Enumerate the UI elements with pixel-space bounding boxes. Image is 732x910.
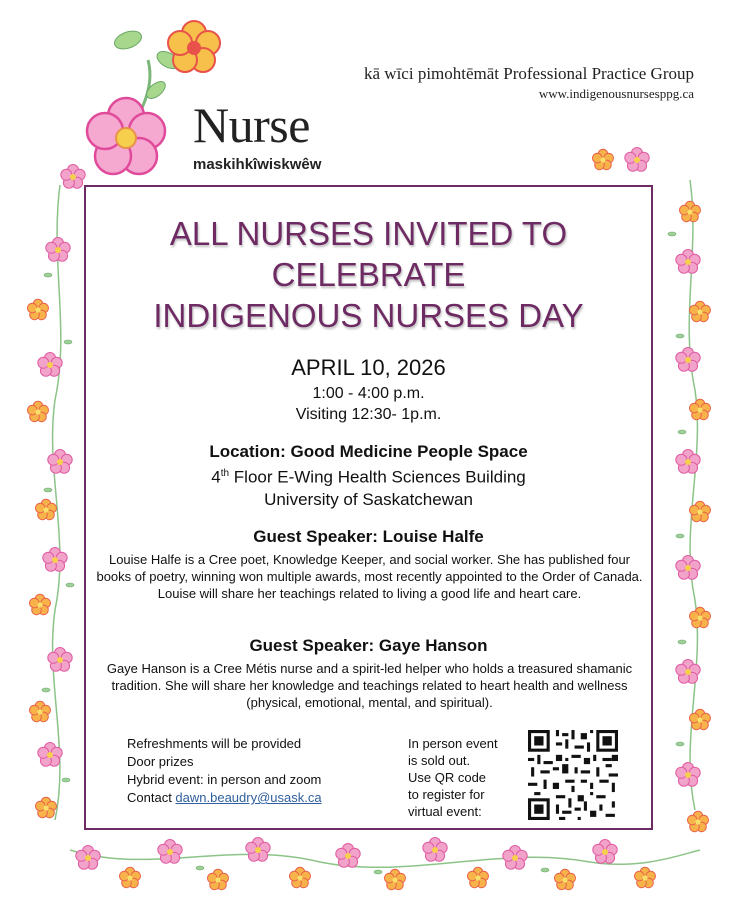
contact-email-link[interactable]: dawn.beaudry@usask.ca [175,790,322,805]
headline-line-1: ALL NURSES INVITED TO [169,215,568,252]
contact-line: Contact dawn.beaudry@usask.ca [127,790,322,805]
event-visiting: Visiting 12:30- 1p.m. [295,406,442,423]
refreshments-note: Refreshments will be provided [127,736,302,751]
door-prizes-note: Door prizes [127,754,194,769]
speaker-1-heading: Guest Speaker: Louise Halfe [253,527,484,546]
headline-line-3: INDIGENOUS NURSES DAY [153,297,584,334]
headline-line-2: CELEBRATE [271,256,466,293]
speaker-1-bio: Louise Halfe is a Cree poet, Knowledge Keeper, and social worker. She has published four books of poetry, winning won multiple awards, most recently appointed to the Order of Canada. Louise will share her teachings related to living a good life and heart care. [96,552,643,601]
event-time: 1:00 - 4:00 p.m. [312,385,425,402]
registration-note: In person event is sold out. Use QR code to register for virtual event: [408,736,498,819]
qr-code-icon[interactable] [528,730,618,820]
location-university: University of Saskatchewan [264,489,473,509]
headline [86,213,651,336]
event-times [86,383,651,425]
speaker-2-heading: Guest Speaker: Gaye Hanson [249,636,488,655]
group-url: www.indigenousnursesppg.ca [538,86,694,101]
location-label: Location: Good Medicine People Space [209,442,528,461]
group-name: kā wīci pimohtēmāt Professional Practice Group [364,64,694,83]
speaker-2-bio: Gaye Hanson is a Cree Métis nurse and a spirit-led helper who holds a treasured shamanic tradition. She will share her knowledge and teachings related to heart health and wellness (physical, emotional, mental, and spiritual). [106,661,633,710]
location-building: 4th Floor E-Wing Health Sciences Building [211,467,526,487]
logo-wordmark: Nurse [193,97,310,153]
event-details [127,735,322,807]
logo-subtitle: maskihkîwiskwêw [193,156,322,173]
event-date: APRIL 10, 2026 [291,355,446,380]
event-flyer-frame [84,185,653,830]
hybrid-note: Hybrid event: in person and zoom [127,772,322,787]
location-block [86,441,651,511]
